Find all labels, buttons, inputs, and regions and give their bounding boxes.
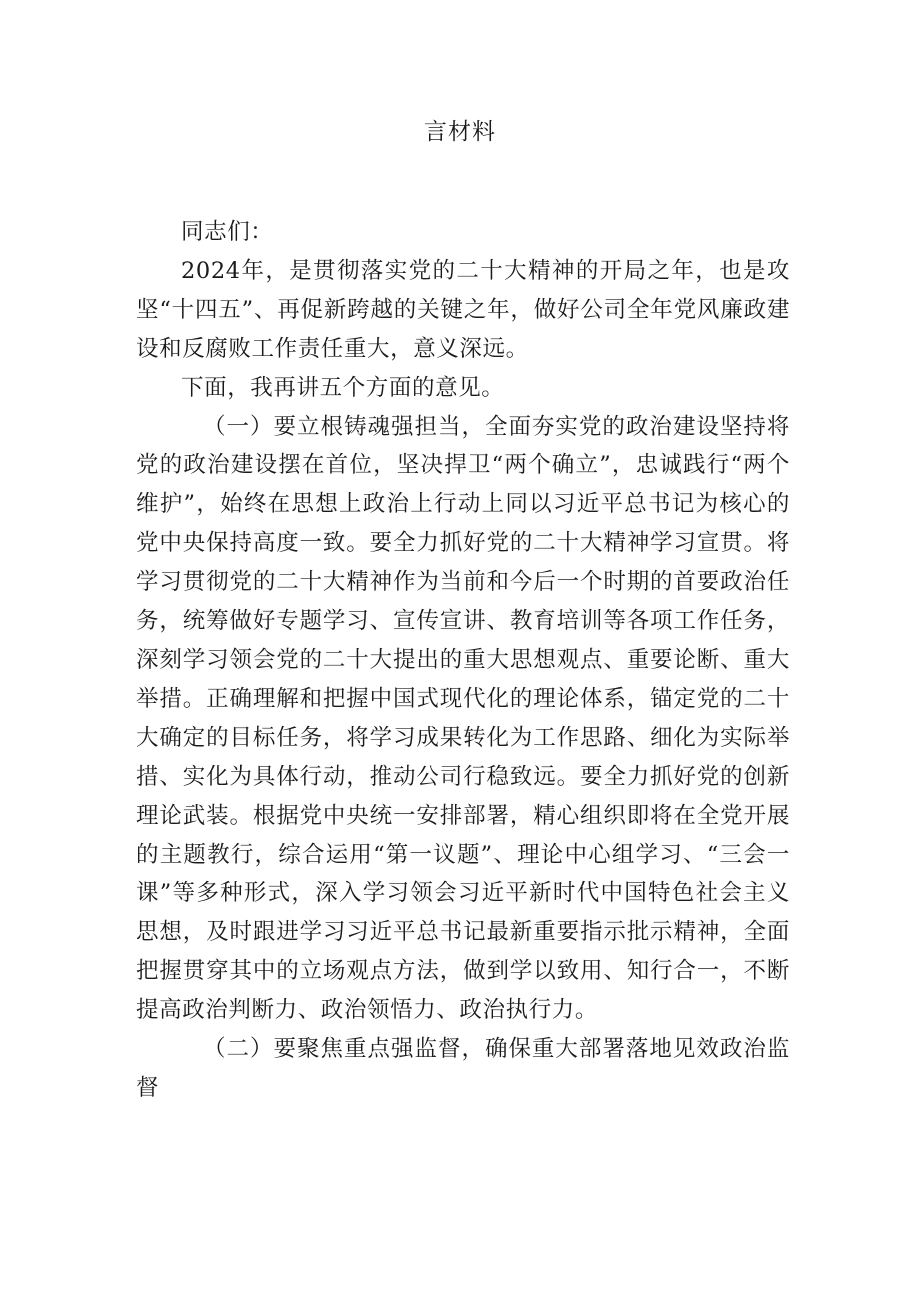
salutation-paragraph: 同志们：	[181, 219, 274, 245]
intro-paragraph: 2024年，是贯彻落实党的二十大精神的开局之年，也是攻坚“十四五”、再促新跨越的关键之年，做好公司全年党风廉政建设和反腐败工作责任重大，意义深远。	[136, 257, 790, 362]
document-title: 言材料	[424, 119, 496, 145]
transition-paragraph: 下面，我再讲五个方面的意见。	[181, 374, 505, 401]
document-body	[136, 213, 790, 1108]
section-one-paragraph: （一）要立根铸魂强担当，全面夯实党的政治建设坚持将党的政治建设摆在首位，坚决捍卫“两个确立”，忠诚践行“两个维护”，始终在思想上政治上行动上同以习近平总书记为核心的党中央保持高度一致。要全力抓好党的二十大精神学习宣贯。将学习贯彻党的二十大精神作为当前和今后一个时期的首要政治任务，统筹做好专题学习、宣传宣讲、教育培训等各项工作任务，深刻学习领会党的二十大提出的重大思想观点、重要论断、重大举措。正确理解和把握中国式现代化的理论体系，锚定党的二十大确定的目标任务，将学习成果转化为工作思路、细化为实际举措、实化为具体行动，推动公司行稳致远。要全力抓好党的创新理论武装。根据党中央统一安排部署，精心组织即将在全党开展的主题教行，综合运用“第一议题”、理论中心组学习、“三会一课”等多种形式，深入学习领会习近平新时代中国特色社会主义思想，及时跟进学习习近平总书记最新重要指示批示精神，全面把握贯穿其中的立场观点方法，做到学以致用、知行合一，不断提高政治判断力、政治领悟力、政治执行力。	[136, 413, 790, 1024]
section-two-paragraph: （二）要聚焦重点强监督，确保重大部署落地见效政治监督	[136, 1036, 790, 1101]
